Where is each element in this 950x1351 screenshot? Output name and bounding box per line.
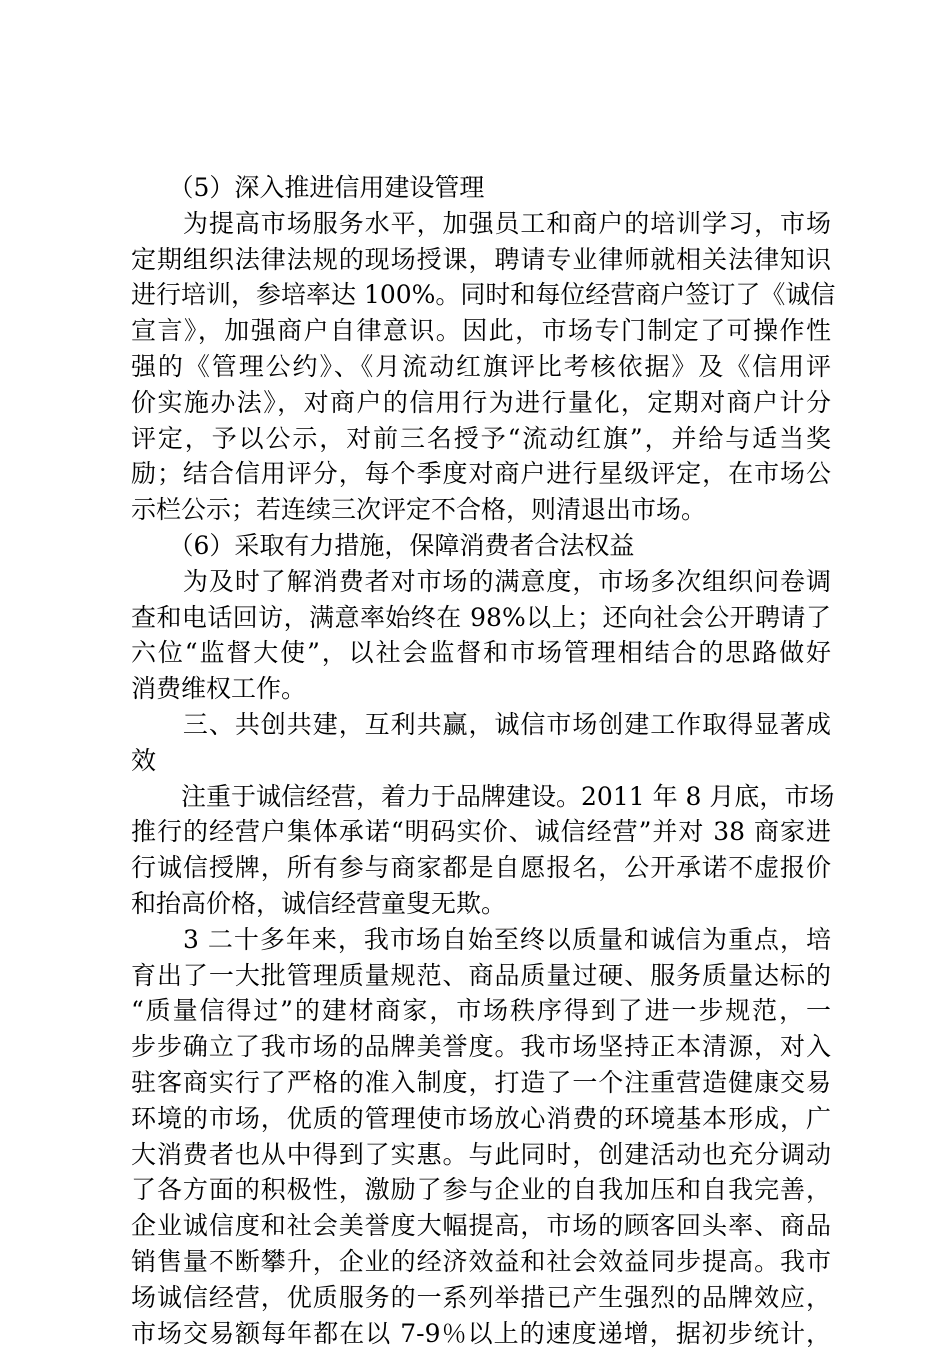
- text-line: 3 二十多年来，我市场自始至终以质量和诚信为重点，培: [131, 922, 831, 958]
- text-line: 场诚信经营，优质服务的一系列举措已产生强烈的品牌效应，: [131, 1280, 831, 1316]
- text-line: 强的《管理公约》、《月流动红旗评比考核依据》及《信用评: [131, 349, 831, 385]
- heading-line: （6）采取有力措施，保障消费者合法权益: [131, 528, 831, 564]
- heading-line: （5）深入推进信用建设管理: [131, 170, 831, 206]
- heading-line: 效: [131, 743, 831, 779]
- text-line: 消费维权工作。: [131, 671, 831, 707]
- text-line: 注重于诚信经营，着力于品牌建设。2011 年 8 月底，市场: [131, 779, 831, 815]
- text-line: 推行的经营户集体承诺“明码实价、诚信经营”并对 38 商家进: [131, 814, 831, 850]
- text-line: 为及时了解消费者对市场的满意度，市场多次组织问卷调: [131, 564, 831, 600]
- text-line: 市场交易额每年都在以 7-9％以上的速度递增，据初步统计，: [131, 1316, 831, 1351]
- text-line: “质量信得过”的建材商家，市场秩序得到了进一步规范，一: [131, 993, 831, 1029]
- text-line: 宣言》，加强商户自律意识。因此，市场专门制定了可操作性: [131, 313, 831, 349]
- text-line: 销售量不断攀升，企业的经济效益和社会效益同步提高。我市: [131, 1244, 831, 1280]
- text-line: 进行培训，参培率达 100%。同时和每位经营商户签订了《诚信: [131, 277, 831, 313]
- document-page: [131, 170, 831, 1351]
- text-line: 步步确立了我市场的品牌美誉度。我市场坚持正本清源，对入: [131, 1029, 831, 1065]
- text-line: 育出了一大批管理质量规范、商品质量过硬、服务质量达标的: [131, 958, 831, 994]
- text-line: 为提高市场服务水平，加强员工和商户的培训学习，市场: [131, 206, 831, 242]
- text-line: 和抬高价格，诚信经营童叟无欺。: [131, 886, 831, 922]
- text-line: 企业诚信度和社会美誉度大幅提高，市场的顾客回头率、商品: [131, 1208, 831, 1244]
- text-line: 驻客商实行了严格的准入制度，打造了一个注重营造健康交易: [131, 1065, 831, 1101]
- text-line: 定期组织法律法规的现场授课，聘请专业律师就相关法律知识: [131, 242, 831, 278]
- text-line: 示栏公示；若连续三次评定不合格，则清退出市场。: [131, 492, 831, 528]
- text-line: 价实施办法》，对商户的信用行为进行量化，定期对商户计分: [131, 385, 831, 421]
- text-line: 行诚信授牌，所有参与商家都是自愿报名，公开承诺不虚报价: [131, 850, 831, 886]
- text-line: 查和电话回访，满意率始终在 98%以上；还向社会公开聘请了: [131, 600, 831, 636]
- text-line: 大消费者也从中得到了实惠。与此同时，创建活动也充分调动: [131, 1137, 831, 1173]
- text-line: 了各方面的积极性，激励了参与企业的自我加压和自我完善，: [131, 1172, 831, 1208]
- text-line: 六位“监督大使”，以社会监督和市场管理相结合的思路做好: [131, 635, 831, 671]
- text-line: 评定，予以公示，对前三名授予“流动红旗”，并给与适当奖: [131, 421, 831, 457]
- text-line: 环境的市场，优质的管理使市场放心消费的环境基本形成，广: [131, 1101, 831, 1137]
- heading-line: 三、共创共建，互利共赢，诚信市场创建工作取得显著成: [131, 707, 831, 743]
- text-line: 励；结合信用评分，每个季度对商户进行星级评定，在市场公: [131, 456, 831, 492]
